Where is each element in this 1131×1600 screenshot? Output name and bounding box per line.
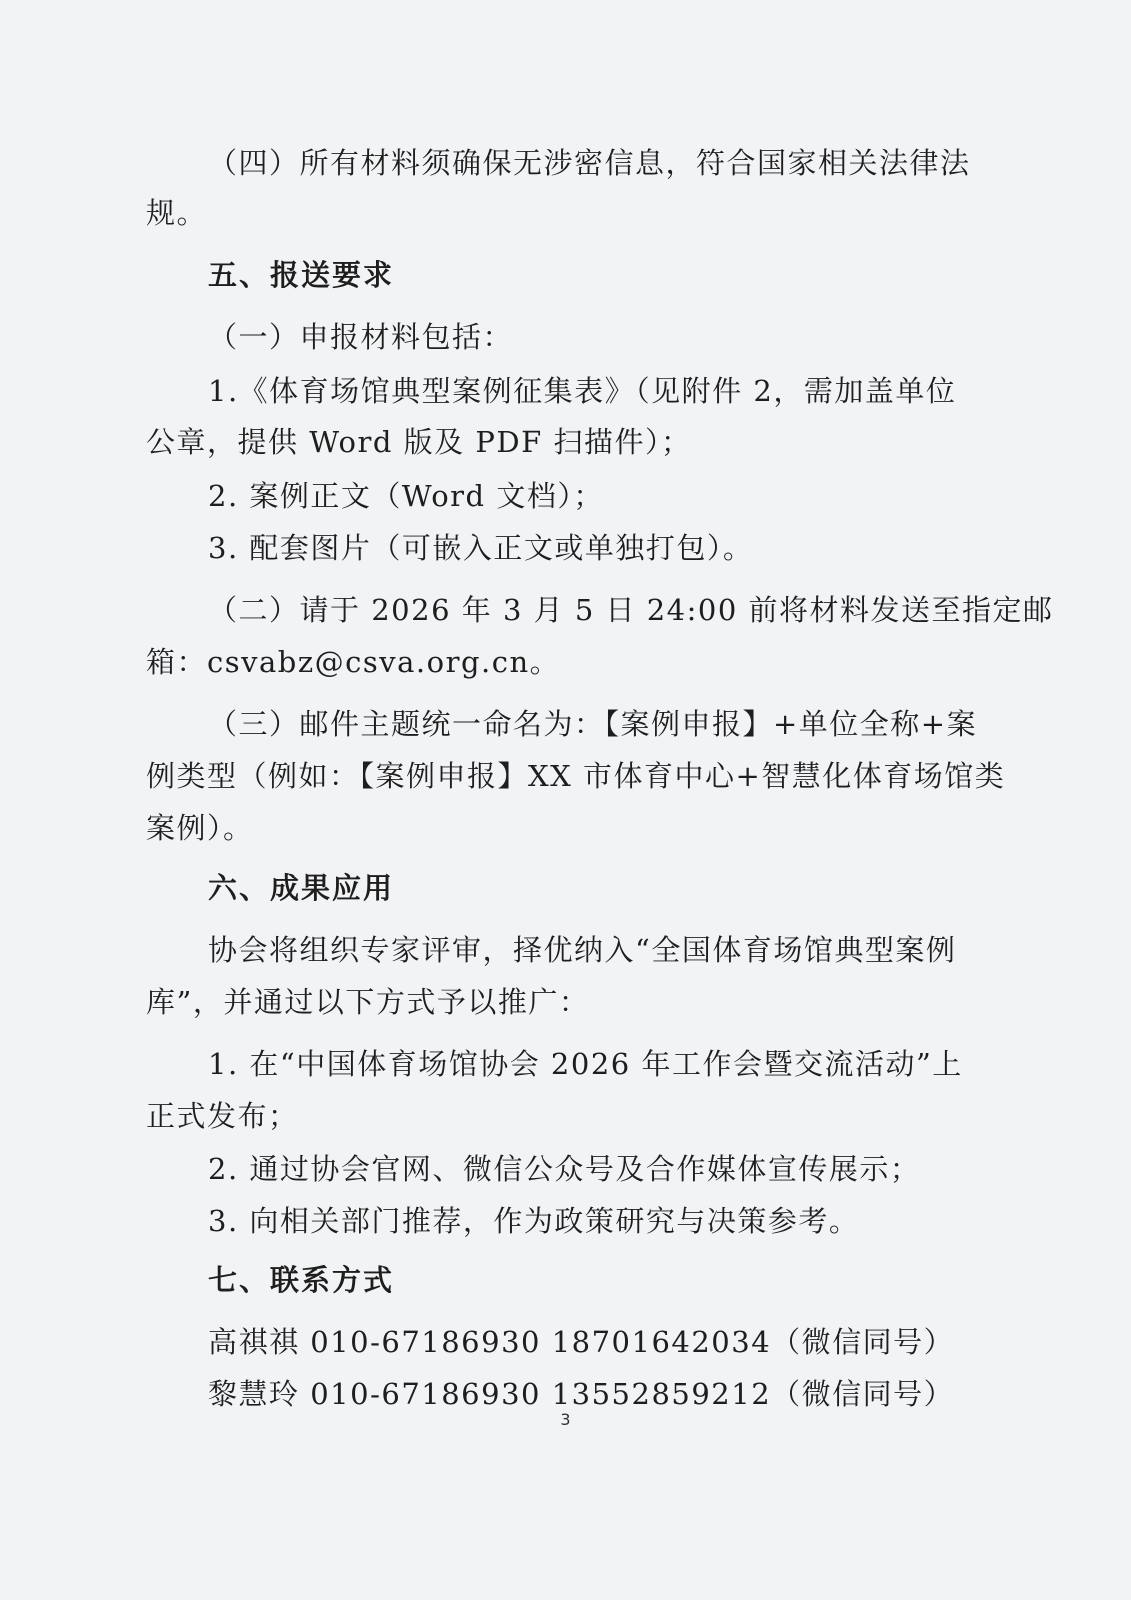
contact-2: 黎慧玲 010-67186930 13552859212（微信同号） (208, 1377, 955, 1411)
section-5-item-3-line-1: （三）邮件主题统一命名为：【案例申报】+单位全称+案 (208, 707, 978, 741)
section-6-item-2: 2. 通过协会官网、微信公众号及合作媒体宣传展示； (208, 1152, 921, 1186)
section-6-item-3: 3. 向相关部门推荐，作为政策研究与决策参考。 (208, 1204, 860, 1238)
section-5-item-2-line-2: 箱：csvabz@csva.org.cn。 (146, 645, 561, 679)
paragraph-4-line-2: 规。 (146, 196, 208, 230)
section-6-item-1-line-1: 1. 在“中国体育场馆协会 2026 年工作会暨交流活动”上 (208, 1047, 963, 1081)
section-5-item-3-line-3: 案例）。 (146, 811, 254, 845)
section-6-heading: 六、成果应用 (208, 871, 395, 905)
section-5-item-1-1-line-1: 1.《体育场馆典型案例征集表》（见附件 2，需加盖单位 (208, 374, 957, 408)
page-number: 3 (560, 1410, 571, 1429)
section-5-item-1-1-line-2: 公章，提供 Word 版及 PDF 扫描件）； (146, 425, 692, 459)
section-5-item-3-line-2: 例类型（例如：【案例申报】XX 市体育中心+智慧化体育场馆类 (146, 759, 1006, 793)
section-6-intro-line-1: 协会将组织专家评审，择优纳入“全国体育场馆典型案例 (208, 933, 957, 967)
section-5-item-2-line-1: （二）请于 2026 年 3 月 5 日 24:00 前将材料发送至指定邮 (208, 593, 1054, 627)
section-5-item-1-3: 3. 配套图片（可嵌入正文或单独打包）。 (208, 531, 754, 565)
section-6-intro-line-2: 库”，并通过以下方式予以推广： (146, 985, 590, 1019)
section-5-item-1-2: 2. 案例正文（Word 文档）； (208, 479, 604, 513)
section-7-heading: 七、联系方式 (208, 1263, 395, 1297)
section-6-item-1-line-2: 正式发布； (146, 1099, 299, 1133)
section-5-heading: 五、报送要求 (208, 258, 395, 292)
section-5-item-1-intro: （一）申报材料包括： (208, 320, 514, 354)
paragraph-4-line-1: （四）所有材料须确保无涉密信息，符合国家相关法律法 (208, 146, 971, 180)
contact-1: 高祺祺 010-67186930 18701642034（微信同号） (208, 1325, 955, 1359)
